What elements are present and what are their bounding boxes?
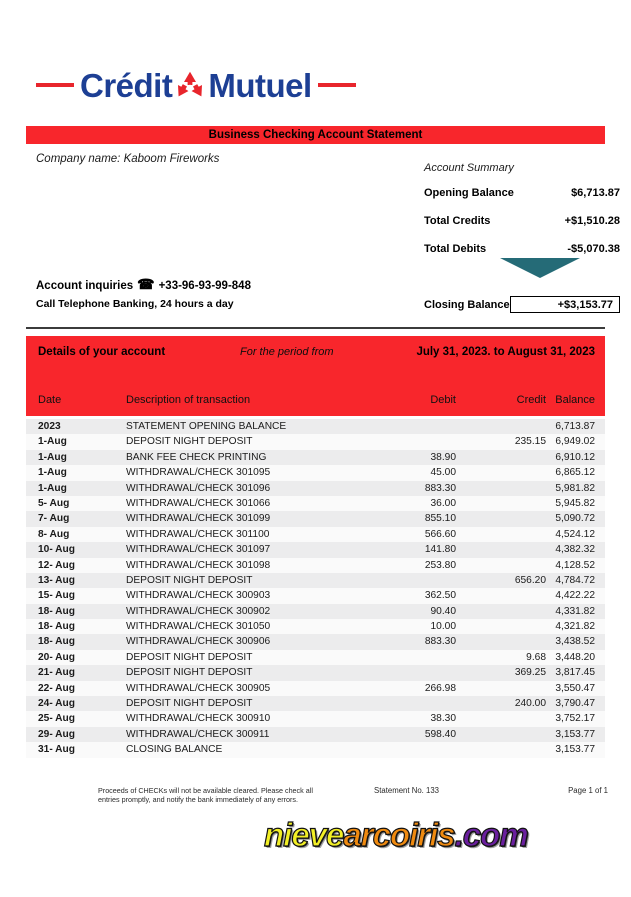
table-row (26, 527, 605, 542)
telephone-icon: ☎ (137, 276, 155, 292)
account-summary-title: Account Summary (424, 162, 514, 174)
summary-label-total-credits: Total Credits (424, 215, 491, 227)
column-header-debit: Debit (430, 394, 456, 406)
summary-label-opening-balance: Opening Balance (424, 187, 514, 199)
cell-balance: 4,321.82 (555, 621, 595, 633)
summary-arrow (500, 258, 580, 278)
closing-balance-row (424, 296, 620, 313)
cell-credit: 656.20 (514, 574, 546, 586)
table-row (26, 573, 605, 588)
credit-mutuel-trilobe-icon (175, 70, 205, 100)
details-title: Details of your account (38, 346, 166, 358)
table-row (26, 665, 605, 680)
cell-debit: 855.10 (424, 513, 456, 525)
summary-label-total-debits: Total Debits (424, 243, 487, 255)
cell-balance: 5,945.82 (555, 497, 595, 509)
cell-debit: 38.30 (430, 713, 456, 725)
table-row (26, 465, 605, 480)
cell-balance: 6,910.12 (555, 451, 595, 463)
cell-date: 1-Aug (38, 451, 67, 463)
page-footer (98, 786, 608, 818)
closing-balance-label: Closing Balance (424, 298, 510, 311)
cell-balance: 4,784.72 (555, 574, 595, 586)
footer-disclaimer: Proceeds of CHECKs will not be available cleared. Please check all entries promptly, and notify the bank immediately of any errors. (98, 786, 313, 805)
account-inquiries (36, 276, 251, 310)
table-row (26, 650, 605, 665)
watermark (264, 818, 528, 851)
cell-date: 7- Aug (38, 513, 70, 525)
table-row (26, 634, 605, 649)
cell-description: WITHDRAWAL/CHECK 301050 (126, 621, 271, 633)
table-row (26, 681, 605, 696)
cell-date: 18- Aug (38, 605, 75, 617)
cell-description: WITHDRAWAL/CHECK 300906 (126, 636, 271, 648)
cell-description: DEPOSIT NIGHT DEPOSIT (126, 667, 253, 679)
cell-debit: 36.00 (430, 497, 456, 509)
column-header-credit: Credit (516, 394, 546, 406)
cell-balance: 6,865.12 (555, 467, 595, 479)
cell-debit: 90.40 (430, 605, 456, 617)
summary-row-total-debits (424, 243, 620, 255)
cell-credit: 369.25 (514, 667, 546, 679)
closing-balance-value: +$3,153.77 (510, 296, 620, 313)
cell-date: 1-Aug (38, 436, 67, 448)
cell-date: 10- Aug (38, 544, 75, 556)
table-row (26, 742, 605, 757)
cell-description: WITHDRAWAL/CHECK 301099 (126, 513, 271, 525)
cell-balance: 3,752.17 (555, 713, 595, 725)
cell-balance: 5,090.72 (555, 513, 595, 525)
column-header-date: Date (38, 394, 62, 406)
cell-balance: 6,713.87 (555, 421, 595, 432)
cell-balance: 4,128.52 (555, 559, 595, 571)
cell-balance: 4,422.22 (555, 590, 595, 602)
account-inquiries-line (36, 276, 251, 293)
cell-description: WITHDRAWAL/CHECK 301066 (126, 497, 271, 509)
cell-debit: 10.00 (430, 621, 456, 633)
cell-description: WITHDRAWAL/CHECK 300905 (126, 682, 271, 694)
cell-debit: 45.00 (430, 467, 456, 479)
cell-debit: 38.90 (430, 451, 456, 463)
cell-date: 8- Aug (38, 528, 70, 540)
logo-rule-right (318, 83, 356, 87)
account-inquiries-label: Account inquiries (36, 280, 134, 292)
cell-date: 31- Aug (38, 744, 75, 756)
cell-balance: 3,438.52 (555, 636, 595, 648)
logo-word-mutuel: Mutuel (208, 66, 312, 104)
cell-description: STATEMENT OPENING BALANCE (126, 421, 287, 432)
summary-value-total-debits: -$5,070.38 (567, 243, 620, 255)
cell-balance: 3,448.20 (555, 651, 595, 663)
cell-date: 21- Aug (38, 667, 75, 679)
cell-description: DEPOSIT NIGHT DEPOSIT (126, 436, 253, 448)
cell-description: WITHDRAWAL/CHECK 301100 (126, 528, 270, 540)
cell-debit: 141.80 (424, 544, 456, 556)
cell-date: 18- Aug (38, 621, 75, 633)
cell-balance: 4,524.12 (555, 528, 595, 540)
cell-date: 25- Aug (38, 713, 75, 725)
table-row (26, 604, 605, 619)
company-name: Company name: Kaboom Fireworks (36, 153, 220, 165)
cell-description: WITHDRAWAL/CHECK 301098 (126, 559, 271, 571)
cell-date: 24- Aug (38, 698, 75, 710)
logo-word-credit: Crédit (80, 66, 173, 104)
summary-row-total-credits (424, 215, 620, 227)
cell-description: WITHDRAWAL/CHECK 300910 (126, 713, 271, 725)
cell-balance: 3,817.45 (555, 667, 595, 679)
table-row (26, 481, 605, 496)
watermark-part-1: nieve (264, 816, 344, 853)
column-header-description: Description of transaction (126, 394, 251, 406)
cell-credit: 240.00 (514, 698, 546, 710)
details-period-label: For the period from (240, 346, 334, 358)
cell-balance: 4,331.82 (555, 605, 595, 617)
account-inquiries-subtitle: Call Telephone Banking, 24 hours a day (36, 298, 234, 310)
cell-date: 12- Aug (38, 559, 75, 571)
watermark-part-3: .com (454, 816, 528, 853)
statement-title-banner: Business Checking Account Statement (26, 126, 605, 144)
summary-value-opening-balance: $6,713.87 (571, 187, 620, 199)
account-summary (424, 162, 620, 271)
cell-balance: 5,981.82 (555, 482, 595, 494)
cell-date: 1-Aug (38, 482, 67, 494)
cell-description: WITHDRAWAL/CHECK 300911 (126, 728, 270, 740)
cell-description: DEPOSIT NIGHT DEPOSIT (126, 651, 253, 663)
table-row (26, 711, 605, 726)
table-row (26, 727, 605, 742)
cell-description: CLOSING BALANCE (126, 744, 223, 756)
cell-description: DEPOSIT NIGHT DEPOSIT (126, 574, 253, 586)
details-header-band (26, 336, 605, 416)
cell-description: DEPOSIT NIGHT DEPOSIT (126, 698, 253, 710)
cell-date: 1-Aug (38, 467, 67, 479)
table-row (26, 496, 605, 511)
cell-description: BANK FEE CHECK PRINTING (126, 451, 267, 463)
cell-debit: 566.60 (424, 528, 456, 540)
cell-date: 2023 (38, 421, 61, 432)
table-row (26, 419, 605, 434)
table-row (26, 434, 605, 449)
cell-balance: 3,153.77 (555, 744, 595, 756)
cell-balance: 3,550.47 (555, 682, 595, 694)
cell-debit: 883.30 (424, 636, 456, 648)
cell-date: 18- Aug (38, 636, 75, 648)
cell-description: WITHDRAWAL/CHECK 300903 (126, 590, 271, 602)
column-header-balance: Balance (555, 394, 595, 406)
footer-page-number: Page 1 of 1 (568, 786, 608, 795)
transactions-table (26, 419, 605, 758)
table-row (26, 450, 605, 465)
cell-description: WITHDRAWAL/CHECK 301096 (126, 482, 271, 494)
cell-date: 5- Aug (38, 497, 70, 509)
bank-logo (36, 62, 416, 108)
cell-credit: 9.68 (526, 651, 546, 663)
cell-description: WITHDRAWAL/CHECK 300902 (126, 605, 271, 617)
cell-balance: 4,382.32 (555, 544, 595, 556)
details-period-value: July 31, 2023. to August 31, 2023 (416, 346, 595, 358)
watermark-part-2: arcoiris (343, 816, 455, 853)
section-divider (26, 327, 605, 329)
details-header-row (26, 346, 605, 364)
cell-balance: 3,153.77 (555, 728, 595, 740)
cell-credit: 235.15 (514, 436, 546, 448)
cell-debit: 362.50 (424, 590, 456, 602)
account-inquiries-phone: +33-96-93-99-848 (158, 280, 251, 292)
cell-description: WITHDRAWAL/CHECK 301097 (126, 544, 271, 556)
cell-date: 13- Aug (38, 574, 75, 586)
table-row (26, 542, 605, 557)
cell-debit: 266.98 (424, 682, 456, 694)
cell-description: WITHDRAWAL/CHECK 301095 (126, 467, 271, 479)
cell-date: 20- Aug (38, 651, 75, 663)
cell-date: 29- Aug (38, 728, 75, 740)
cell-debit: 598.40 (424, 728, 456, 740)
table-row (26, 696, 605, 711)
footer-statement-number: Statement No. 133 (374, 786, 440, 795)
summary-value-total-credits: +$1,510.28 (564, 215, 620, 227)
table-row (26, 558, 605, 573)
cell-debit: 883.30 (424, 482, 456, 494)
arrow-down-icon (500, 258, 580, 278)
table-row (26, 511, 605, 526)
cell-balance: 6,949.02 (555, 436, 595, 448)
table-row (26, 588, 605, 603)
cell-date: 22- Aug (38, 682, 75, 694)
summary-row-opening-balance (424, 187, 620, 199)
table-row (26, 619, 605, 634)
cell-debit: 253.80 (424, 559, 456, 571)
cell-date: 15- Aug (38, 590, 75, 602)
logo-rule-left (36, 83, 74, 87)
cell-balance: 3,790.47 (555, 698, 595, 710)
